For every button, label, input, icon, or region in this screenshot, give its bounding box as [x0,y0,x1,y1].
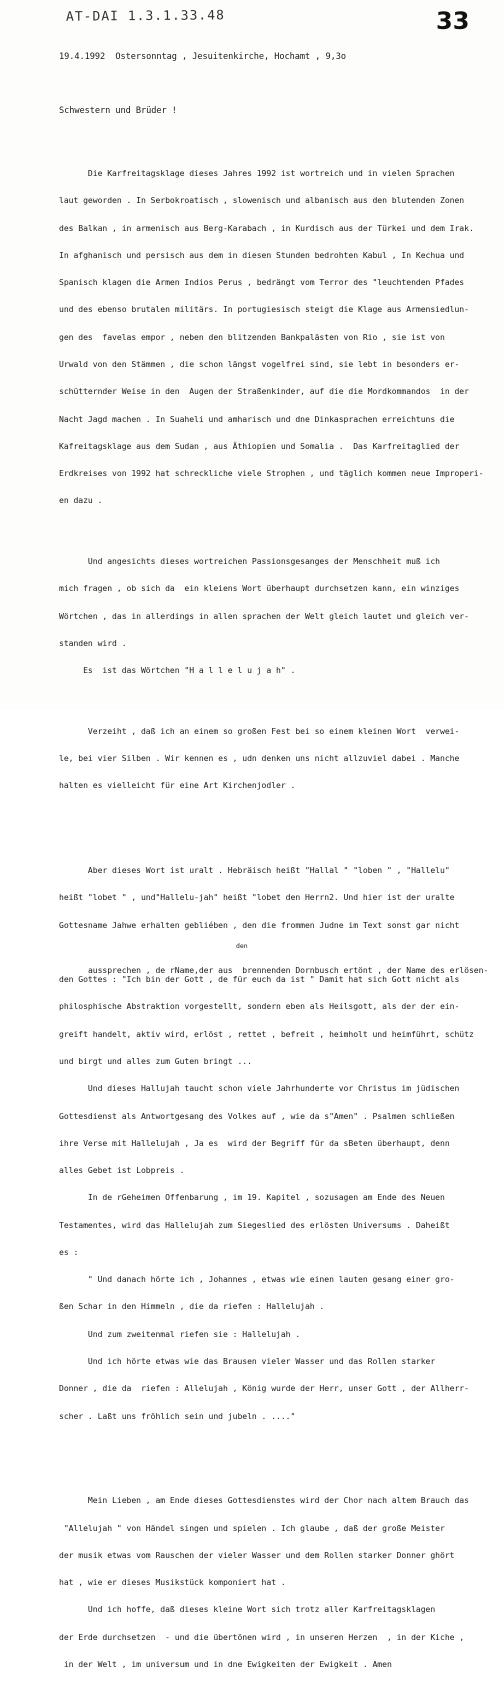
paragraph-line: gen des favelas empor , neben den blitzenden Bankpalästen von Rio , sie ist von [59,331,445,342]
inserted-word: den [236,941,248,950]
paragraph-line: schütternder Weise in den Augen der Straßenkinder, auf die die Mordkommandos in der [59,386,469,397]
paragraph-line: Die Karfreitagsklage dieses Jahres 1992 ist wortreich und in vielen Sprachen [59,168,455,179]
spacer [59,1463,499,1469]
paragraph-line: und birgt und alles zum Guten bringt ... [59,1055,252,1066]
paragraph-line [59,941,499,975]
archive-stamp: AT-DAI 1.3.1.33.48 [65,8,225,25]
header-line: 19.4.1992 Ostersonntag , Jesuitenkirche, Hochamt , 9,3o [59,52,346,63]
paragraph-line: Mein Lieben , am Ende dieses Gottesdienstes wird der Chor nach altem Brauch das [59,1495,469,1506]
paragraph-line: " Und danach hörte ich , Johannes , etwas wie einen lauten gesang einer gro- [59,1274,455,1285]
paragraph-line: Donner , die da riefen : Allelujah , König wurde der Herr, unser Gott , der Allherr- [59,1383,469,1394]
paragraph-line: In afghanisch und persisch aus dem in diesen Stunden bedrohten Kabul , In Kechua und [59,249,465,260]
paragraph-line: Verzeiht , daß ich an einem so großen Fest bei so einem kleinen Wort verwei- [59,725,460,736]
paragraph-line: des Balkan , in armenisch aus Berg-Karabach , in Kurdisch aus der Türkei und dem Irak. [59,222,474,233]
paragraph-line: der musik etwas vom Rauschen der vieler Wasser und dem Rollen starker Donner ghört [59,1549,455,1560]
paragraph-line: philosphische Abstraktion vorgestellt, sondern eben als Heilsgott, als der der ein- [59,1001,460,1012]
paragraph-line: und des ebenso brutalen militärs. In portugiesisch steigt die Klage aus Armensiedlun- [59,304,469,315]
paragraph-line: Nacht Jagd machen . In Suaheli und amharisch und dne Dinkasprachen erreichtuns die [59,413,455,424]
paragraph-line: laut geworden . In Serbokroatisch , slowenisch und albanisch aus den blutenden Zonen [59,195,465,206]
spacer [59,524,499,530]
paragraph-line: alles Gebet ist Lobpreis . [59,1165,185,1176]
hallelujah-quote: Es ist das Wörtchen "H a l l e l u j a h" . [59,665,296,676]
paragraph-line: Wörtchen , das in allerdings in allen sprachen der Welt gleich lautet und gleich ver- [59,610,469,621]
paragraph-line: der Erde durchsetzen - und die übertönen wird , in unseren Herzen , in der Kiche , [59,1631,465,1642]
spacer [59,833,499,839]
paragraph-line: den Gottes : "Ich bin der Gott , de für euch da ist " Damit hat sich Gott nicht als [59,974,460,985]
paragraph-line: en dazu . [59,495,103,506]
paragraph-line: Testamentes, wird das Hallelujah zum Siegeslied des erlösten Universums . Daheißt [59,1219,450,1230]
paragraph-line: Und ich hörte etwas wie das Brausen vieler Wasser und das Rollen starker [59,1356,436,1367]
paragraph-line: halten es vielleicht für eine Art Kirchenjodler . [59,780,296,791]
paragraph-line: standen wird . [59,637,127,648]
paragraph-line: ßen Schar in den Himmeln , die da riefen : Hallelujah . [59,1301,325,1312]
paragraph-line: Aber dieses Wort ist uralt . Hebräisch heißt "Hallal " "loben " , "Hallelu" [59,864,450,875]
paragraph-line: Und ich hoffe, daß dieses kleine Wort sich trotz aller Karfreitagsklagen [59,1604,436,1615]
salutation: Schwestern und Brüder ! [59,105,177,116]
paragraph-line: hat , wie er dieses Musikstück komponiert hat . [59,1577,286,1588]
paragraph-line: es : [59,1246,79,1257]
page-number: 33 [436,7,470,35]
paragraph-line: scher . Laßt uns fröhlich sein und jubeln . ...." [59,1410,296,1421]
paragraph-line: ihre Verse mit Hallelujah , Ja es wird der Begriff für da sBeten überhaupt, denn [59,1137,450,1148]
paragraph-line: Urwald von den Stämmen , die schon längst vogelfrei sind, sie lebt in besonders er- [59,359,460,369]
paragraph-line: Und angesichts dieses wortreichen Passionsgesanges der Menschheit muß ich [59,555,441,566]
paragraph-line: Erdkreises von 1992 hat schreckliche viele Strophen , und täglich kommen neue Improperi- [59,468,484,479]
spacer [59,693,499,699]
paragraph-line: In de rGeheimen Offenbarung , im 19. Kapitel , sozusagen am Ende des Neuen [59,1192,445,1203]
paragraph-line: Gottesname Jahwe erhalten gebliében , den die frommen Judne im Text sonst gar nicht [59,919,460,930]
paragraph-line: le, bei vier Silben . Wir kennen es , udn denken uns nicht allzuviel dabei . Manche [59,752,460,763]
paragraph-line: Spanisch klagen die Armen Indios Perus , bedrängt vom Terror des "leuchtenden Pfades [59,277,465,288]
paragraph-line: Und dieses Hallujah taucht schon viele Jahrhunderte vor Christus im jüdischen [59,1083,460,1094]
paragraph-line: "Allelujah " von Händel singen und spielen . Ich glaube , daß der große Meister [59,1522,445,1533]
spacer [59,1439,499,1445]
paragraph-line: Kafreitagsklage aus dem Sudan , aus Äthiopien und Somalia . Das Karfreitaglied der [59,440,460,451]
paragraph-line: heißt "lobet " , und"Hallelu-jah" heißt "lobet den Herrn2. Und hier ist der uralte [59,892,455,903]
paragraph-line: greift handelt, aktiv wird, erlöst , rettet , befreit , heimholt und heimführt, schütz [59,1028,474,1039]
paragraph-line: in der Welt , im universum und in dne Ewigkeiten der Ewigkeit . Amen [59,1659,392,1670]
paragraph-line: mich fragen , ob sich da ein kleiens Wort überhaupt durchsetzen kann, ein winziges [59,583,460,594]
spacer [59,82,499,88]
spacer [59,136,499,142]
spacer [59,809,499,815]
paragraph-line: Und zum zweitenmal riefen sie : Hallelujah . [59,1328,301,1339]
paragraph-line: Gottesdienst als Antwortgesang des Volkes auf , wie da s"Amen" . Psalmen schließen [59,1110,455,1121]
sermon-text [59,35,499,1687]
paragraph-text: aussprechen , de rName,der aus brennenden Dornbusch ertönt , der Name des erlösen- [87,965,489,975]
